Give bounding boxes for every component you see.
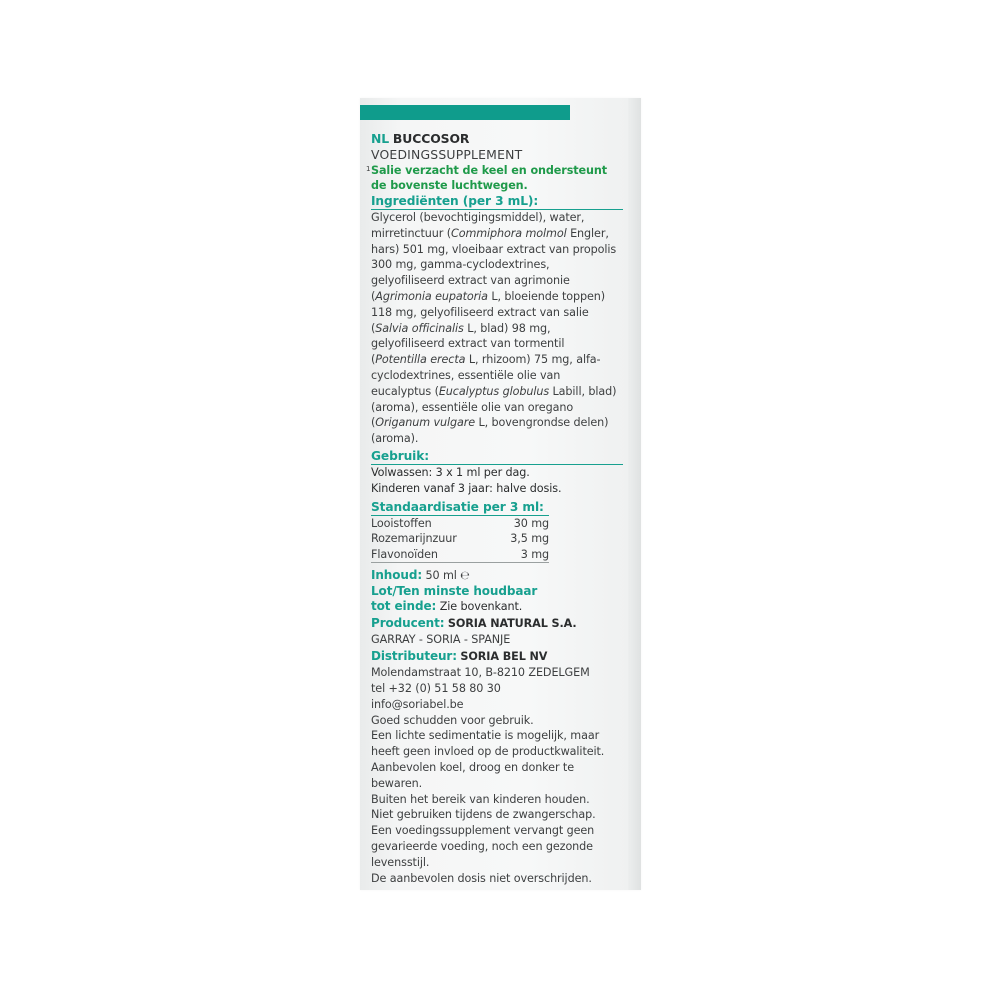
claim-text: Salie verzacht de keel en ondersteunt de bovenste luchtwegen. <box>371 164 607 192</box>
contents-value: 50 ml ℮ <box>425 569 470 583</box>
latin-name: Origanum vulgare <box>375 416 476 430</box>
compound-name: Flavonoïden <box>371 547 438 561</box>
brand-accent-bar <box>360 105 570 120</box>
lot-label-line1: Lot/Ten minste houdbaar <box>371 583 538 598</box>
compound-value: 30 mg <box>513 516 549 530</box>
ingredients-text: L, bloeiende toppen) 118 mg, gelyofiliseerd extract van salie ( <box>371 289 606 335</box>
producer-label: Producent: <box>371 615 445 630</box>
lot-info <box>371 584 623 614</box>
usage-adults: Volwassen: 3 x 1 ml per dag. <box>371 465 530 479</box>
producer-line <box>371 616 623 632</box>
standardisation-table <box>371 516 549 564</box>
note-pregnancy: Niet gebruiken tijdens de zwangerschap. <box>371 808 596 822</box>
compound-value: 3,5 mg <box>510 532 549 546</box>
label-text-block <box>366 131 623 886</box>
producer-name: SORIA NATURAL S.A. <box>447 616 577 630</box>
ingredients-text: L, rhizoom) 75 mg, alfa-cyclodextrines, essentiële olie van eucalyptus ( <box>371 353 601 398</box>
note-shake: Goed schudden voor gebruik. <box>371 713 534 727</box>
latin-name: Potentilla erecta <box>375 353 466 367</box>
contents-line <box>371 568 623 584</box>
product-name: BUCCOSOR <box>392 131 470 146</box>
product-title <box>371 131 623 147</box>
distributor-email: info@soriabel.be <box>371 697 464 711</box>
latin-name: Commiphora molmol <box>450 226 567 240</box>
table-row <box>371 516 549 532</box>
compound-name: Looistoffen <box>371 516 432 530</box>
latin-name: Eucalyptus globulus <box>438 384 550 398</box>
note-sediment: Een lichte sedimentatie is mogelijk, maar heeft geen invloed op de productkwaliteit. <box>371 729 605 759</box>
ingredients-text: L, bovengrondse delen) (aroma). <box>371 416 609 446</box>
latin-name: Salvia officinalis <box>375 321 464 335</box>
lot-value: Zie bovenkant. <box>439 599 523 613</box>
table-row <box>371 547 549 563</box>
compound-value: 3 mg <box>520 547 549 561</box>
compound-name: Rozemarijnzuur <box>371 532 457 546</box>
table-row <box>371 531 549 547</box>
ingredients-heading: Ingrediënten (per 3 mL): <box>371 193 623 210</box>
claim-marker: 1 <box>366 165 371 173</box>
ingredients-text: Glycerol (bevochtigingsmiddel), water, mirretinctuur ( <box>371 211 585 240</box>
lot-label-line2: tot einde: <box>371 598 437 613</box>
latin-name: Agrimonia eupatoria <box>375 289 488 303</box>
note-supplement: Een voedingssupplement vervangt geen gevarieerde voeding, noch een gezonde levensstijl. <box>371 824 595 869</box>
usage-children: Kinderen vanaf 3 jaar: halve dosis. <box>371 481 562 495</box>
producer-address: GARRAY - SORIA - SPANJE <box>371 632 511 646</box>
product-category: VOEDINGSSUPPLEMENT <box>371 147 523 162</box>
usage-heading: Gebruik: <box>371 448 623 465</box>
note-dosage: De aanbevolen dosis niet overschrijden. <box>371 871 592 885</box>
distributor-name: SORIA BEL NV <box>460 650 548 664</box>
ingredients-list <box>371 210 623 447</box>
contents-label: Inhoud: <box>371 568 423 583</box>
distributor-phone: tel +32 (0) 51 58 80 30 <box>371 682 501 696</box>
ingredients-text: Engler, hars) 501 mg, vloeibaar extract van propolis 300 mg, gamma-cyclodextrines, gelyofiliseerd extract van agrimonie ( <box>371 226 617 303</box>
note-storage: Aanbevolen koel, droog en donker te bewaren. <box>371 761 574 790</box>
ingredients-text: Labill, blad) (aroma), essentiële olie van oregano ( <box>371 384 617 430</box>
ingredients-text: L, blad) 98 mg, gelyofiliseerd extract van tormentil ( <box>371 321 565 367</box>
language-code: NL <box>371 131 390 146</box>
distributor-line <box>371 649 623 665</box>
note-children: Buiten het bereik van kinderen houden. <box>371 792 590 806</box>
box-edge-shadow <box>628 98 641 890</box>
health-claim <box>366 163 623 193</box>
distributor-address: Molendamstraat 10, B-8210 ZEDELGEM <box>371 666 590 680</box>
standardisation-heading: Standaardisatie per 3 ml: <box>371 499 549 516</box>
distributor-label: Distributeur: <box>371 649 457 664</box>
